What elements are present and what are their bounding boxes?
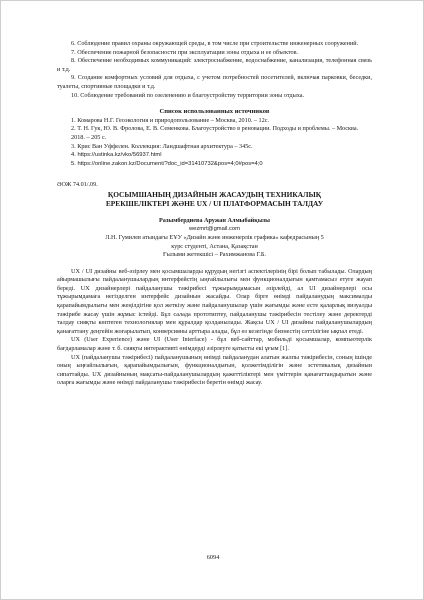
page-content: [57, 40, 372, 388]
author-name: Разымбердиева Аружан Алмыбайқызы: [159, 216, 270, 224]
body-paragraph: UX (пайдаланушы тәжірибесі) пайдаланушының өнімді пайдаланудан алатын жалпы тәжірибесін, соның ішінде оның ыңғайлылығын, қарапайымдылығын, функционалдығын, қолжетімділігін және эстетикалық дизайнын сипаттайды. UX дизайнының мақсаты-пайдаланушылардың қажеттіліктері мен үміттерін қанағаттандыратын және оларға жағымды және өнімді пайдаланушы тәжірибесін беретін өнімді жасау.: [57, 353, 372, 387]
supervisor: Ғылыми жетекшісі – Рахимжанова Г.Б.: [163, 251, 266, 259]
list-item-7: 7. Обеспечение пожарной безопасности при эксплуатации зоны отдыха и ее объектов.: [71, 48, 299, 56]
page-number: 6094: [206, 554, 220, 561]
body-paragraph: UX (User Experience) және UI (User Interface) - бұл веб-сайттар, мобильді қосымшалар, компьютерлік бағдарламалар және т. б. сияқты интерактивті өнімдерді әзірлеуге қатысты екі ұғым [1].: [57, 336, 372, 353]
list-item-8: 8. Обеспечение необходимых коммуникаций: электроснабжение, водоснабжение, канализация, телефонная связь и т.д.: [57, 57, 372, 73]
body-paragraph: UX / UI дизайны веб-әзірлеу мен қосымшаларды құрудың негізгі аспектілерінің бірі болып табылады. Олардың айырмашылығы пайдаланушылардың интерфейстің ыңғайлылығы мен функционалдығын қамтамасыз етуге жауап береді. UX дизайнерлері пайдаланушы тәжірибесі тұжырымдамасын әзірлейді, ал UI дизайнерлері осы тұжырымдамаға негізделген интерфейс дизайнын жасайды. Олар бірге өнімді пайдаланудың максималды қарапайымдылығы мен жеңілдігіне қол жеткізу және пайдаланушылар үшін жағымды және есте қаларлық визуалды тәжірибе жасау үшін жұмыс істейді. Бұл салада прототиптеу, пайдаланушы тәжірибесін тестілеу және деректерді талдау сияқты көптеген технологиялар мен құралдар қолданылады. Жақсы UX / UI дизайны пайдаланушылардың қанағаттану деңгейін жоғарылатып, конверсияны арттыра алады, бұл өз кезегінде бизнестің сәттілігіне ықпал етеді.: [57, 267, 372, 335]
reference-item: 3. Крис Ван Уффелен. Коллекция: Ландшафтная архитектура – 345с.: [71, 142, 253, 150]
reference-item: 2. Т. Н. Гук, Ю. В. Фролова, Е. В. Семенкова. Благоустройство в реновации. Подходы и проблемы. – Москва. 2018. – 205 с.: [71, 125, 359, 141]
list-item-6: 6. Соблюдение правил охраны окружающей среды, в том числе при строительстве инженерных сооружений.: [71, 40, 359, 47]
references-title: Список использованных источников: [159, 108, 270, 116]
affiliation-line1: Л.Н. Гумилев атындағы ЕҰУ «Дизайн және инженерлік графика» кафедрасының 5: [105, 233, 324, 241]
reference-link[interactable]: 5. https://online.zakon.kz/Document/?doc_id=31410732&pos=4;0#pos=4;0: [71, 160, 263, 167]
reference-link[interactable]: 4. https://ustinka.kz/vko/56937.html: [71, 152, 162, 159]
list-item-10: 10. Соблюдение требований по озеленению и благоустройству территории зоны отдыха.: [71, 91, 305, 99]
udk-code: ӘОЖ 74.01/.09.: [57, 181, 98, 189]
affiliation-line2: курс студенті, Астана, Қазақстан: [171, 242, 258, 250]
list-item-9: 9. Создание комфортных условий для отдыха, с учетом потребностей посетителей, включая парковки, беседки, туалеты, спортивные площадки и т.д.: [57, 74, 372, 90]
paper-title-line1: ҚОСЫМШАНЫҢ ДИЗАЙНЫН ЖАСАУДЫҢ ТЕХНИКАЛЫҚ: [107, 189, 322, 199]
author-email[interactable]: wezmrt@gmail.com: [189, 226, 240, 233]
paper-title-line2: ЕРЕКШЕЛІКТЕРІ ЖӘНЕ UX / UI ПЛАТФОРМАСЫН ТАЛДАУ: [105, 199, 324, 209]
reference-item: 1. Комарова Н.Г. Геоэкология и природопользование – Москва, 2010. – 12с.: [71, 116, 270, 124]
